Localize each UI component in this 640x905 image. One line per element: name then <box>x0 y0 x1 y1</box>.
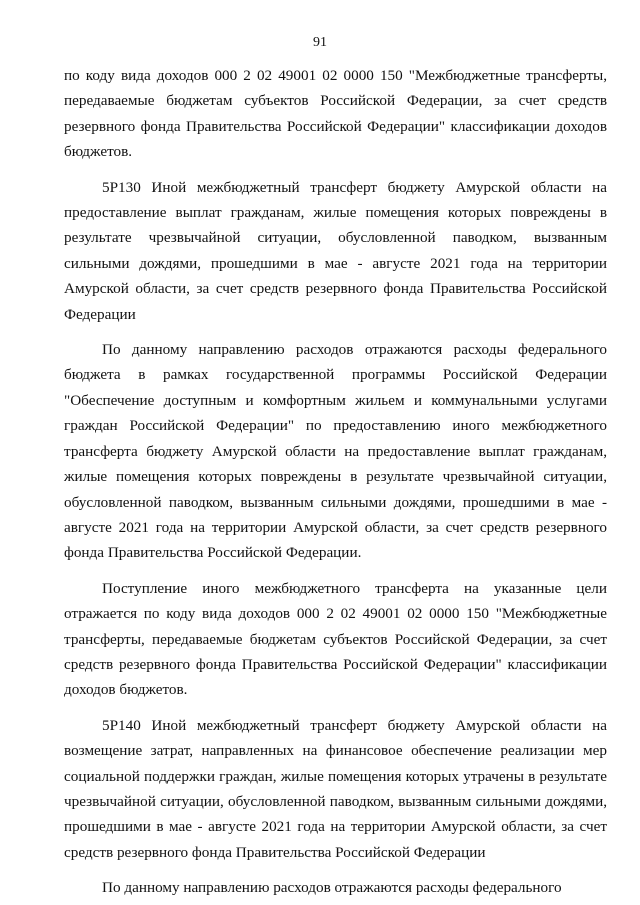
paragraph-income-code-2: Поступление иного межбюджетного трансферта на указанные цели отражается по коду вида доходов 000 2 02 49001 02 0000 150 "Межбюджетные трансферты, передаваемые бюджетам субъектов Российской Федерации, за счет средств резервного фонда Правительства Российской Федерации" классификации доходов бюджетов. <box>64 579 607 699</box>
paragraph-5r140-heading: 5Р140 Иной межбюджетный трансферт бюджету Амурской области на возмещение затрат, направленных на финансовое обеспечение реализации мер социальной поддержки граждан, жилые помещения которых утрачены в результате чрезвычайной ситуации, обусловленной паводком, вызванным сильными дождями, прошедшими в мае - августе 2021 года на территории Амурской области, за счет средств резервного фонда Правительства Российской Федерации <box>64 716 607 861</box>
paragraph-income-code-1: по коду вида доходов 000 2 02 49001 02 0000 150 "Межбюджетные трансферты, передаваемые бюджетам субъектов Российской Федерации, за счет средств резервного фонда Правительства Российской Федерации" классификации доходов бюджетов. <box>64 67 607 161</box>
paragraph-5r130-heading: 5Р130 Иной межбюджетный трансферт бюджету Амурской области на предоставление выплат гражданам, жилые помещения которых повреждены в результате чрезвычайной ситуации, обусловленной паводком, вызванным сильными дождями, прошедшими в мае - августе 2021 года на территории Амурской области, за счет средств резервного фонда Правительства Российской Федерации <box>64 178 607 323</box>
document-body <box>64 63 607 901</box>
page-number: 91 <box>313 35 327 50</box>
paragraph-5r140-description: По данному направлению расходов отражаются расходы федерального <box>102 879 562 897</box>
paragraph-5r130-description: По данному направлению расходов отражаются расходы федерального бюджета в рамках государственной программы Российской Федерации "Обеспечение доступным и комфортным жильем и коммунальными услугами граждан Российской Федерации" по предоставлению иного межбюджетного трансферта бюджету Амурской области на предоставление выплат гражданам, жилые помещения которых повреждены в результате чрезвычайной ситуации, обусловленной паводком, вызванным сильными дождями, прошедшими в мае - августе 2021 года на территории Амурской области, за счет средств резервного фонда Правительства Российской Федерации. <box>64 341 607 562</box>
